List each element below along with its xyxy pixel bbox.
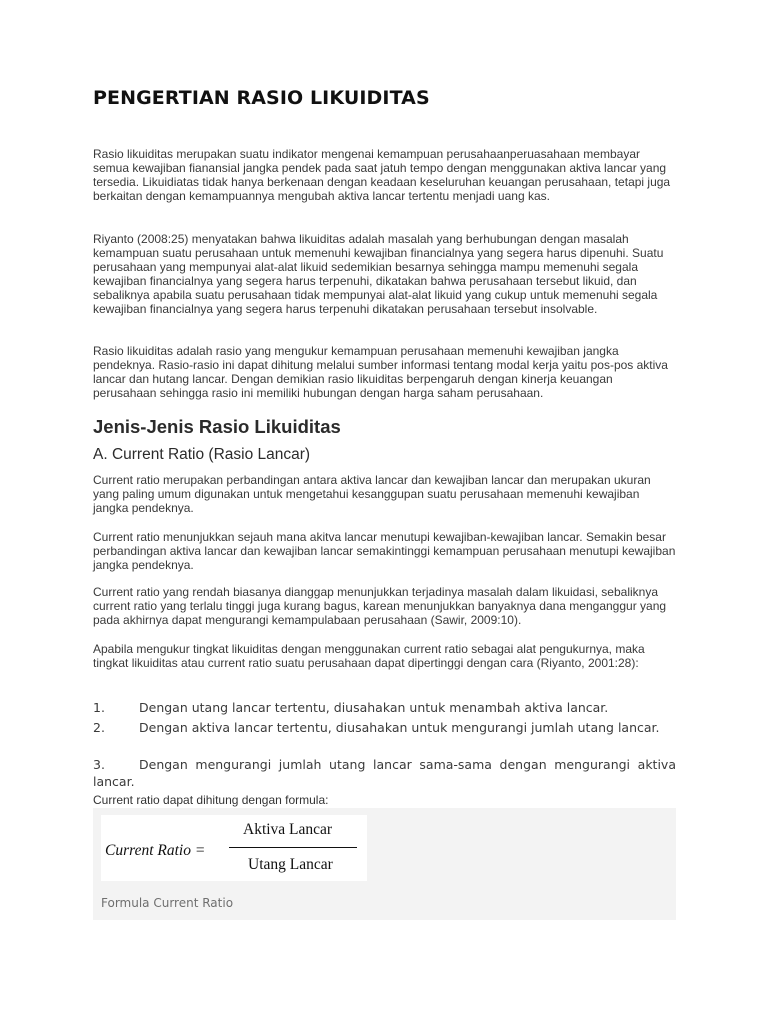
page-title: PENGERTIAN RASIO LIKUIDITAS (93, 87, 430, 109)
figure-caption: Formula Current Ratio (101, 896, 234, 910)
paragraph-current-ratio-3: Current ratio yang rendah biasanya dianggap menunjukkan terjadinya masalah dalam likuidasi, sebaliknya current ratio yang terlalu tinggi juga kurang bagus, karean menunjukkan banyaknya dana menganggur yang pada akhirnya dapat mengurangi kemampulabaan perusahaan (Sawir, 2009:10). (93, 585, 667, 627)
paragraph-current-ratio-2: Current ratio menunjukkan sejauh mana akitva lancar menutupi kewajiban-kewajiban lancar. Semakin besar perbandingan aktiva lancar dan kewajiban lancar semakintinggi kemampuan perusahaan menutupi kewajiban jangka pendeknya. (93, 530, 676, 572)
list-item (93, 756, 676, 790)
paragraph-intro: Rasio likuiditas merupakan suatu indikator mengenai kemampuan perusahaanperuasahaan membayar semua kewajiban fianansial jangka pendek pada saat jatuh tempo dengan menggunakan aktiva lancar yang tersedia. Likuidiatas tidak hanya berkenaan dengan keadaan keseluruhan keuangan perusahaan, tetapi juga berkaitan dengan kemampuannya mengubah aktiva lancar tertentu menjadi uang kas. (93, 147, 671, 203)
list-item-number: 2. (93, 720, 105, 735)
subsection-heading: A. Current Ratio (Rasio Lancar) (93, 446, 311, 463)
paragraph-riyanto: Riyanto (2008:25) menyatakan bahwa likuiditas adalah masalah yang berhubungan dengan masalah kemampuan suatu perusahaan untuk memenuhi kewajiban financialnya yang segera harus dipenuhi. Suatu perusahaan yang mempunyai alat-alat likuid sedemikian besarnya sehingga mampu memenuhi segala kewajiban financialnya yang segera harus terpenuhi, dikatakan bahwa perusahaan tersebut likuid, dan sebaliknya apabila suatu perusahaan tidak mempunyai alat-alat likuid yang cukup untuk memenuhi segala kewajiban financialnya yang segera harus terpenuhi dikatakan perusahaan tersebut insolvable. (93, 232, 664, 316)
list-item-number: 3. (93, 757, 105, 772)
paragraph-current-ratio-4: Apabila mengukur tingkat likuiditas dengan menggunakan current ratio sebagai alat pengukurnya, maka tingkat likuiditas atau current ratio suatu perusahaan dapat dipertinggi dengan cara (Riyanto, 2001:28): (93, 642, 645, 670)
paragraph-definition: Rasio likuiditas adalah rasio yang mengukur kemampuan perusahaan memenuhi kewajiban jangka pendeknya. Rasio-rasio ini dapat dihitung melalui sumber informasi tentang modal kerja yaitu pos-pos aktiva lancar dan hutang lancar. Dengan demikian rasio likuiditas berpengaruh dengan kinerja keuangan perusahaan sehingga rasio ini memiliki hubungan dengan harga saham perusahaan. (93, 344, 668, 400)
formula-numerator: Aktiva Lancar (243, 821, 333, 838)
list-item (93, 699, 676, 716)
paragraph-current-ratio-1: Current ratio merupakan perbandingan antara aktiva lancar dan kewajiban lancar dan merupakan ukuran yang paling umum digunakan untuk mengetahui kesanggupan suatu perusahaan memenuhi kewajiban jangka pendeknya. (93, 473, 651, 515)
formula-lhs: Current Ratio = (105, 842, 206, 859)
formula-denominator: Utang Lancar (248, 856, 333, 873)
list-item-text: Dengan utang lancar tertentu, diusahakan untuk menambah aktiva lancar. (139, 700, 609, 715)
list-item (93, 719, 676, 736)
formula-intro: Current ratio dapat dihitung dengan formula: (93, 793, 329, 807)
fraction-bar (229, 847, 357, 848)
formula-image (101, 815, 367, 881)
list-item-text: Dengan aktiva lancar tertentu, diusahakan untuk mengurangi jumlah utang lancar. (139, 720, 660, 735)
section-heading: Jenis-Jenis Rasio Likuiditas (93, 416, 341, 437)
formula-figure (93, 808, 676, 920)
list-item-number: 1. (93, 700, 105, 715)
list-item-text: Dengan mengurangi jumlah utang lancar sama-sama dengan mengurangi aktiva lancar. (93, 757, 676, 789)
